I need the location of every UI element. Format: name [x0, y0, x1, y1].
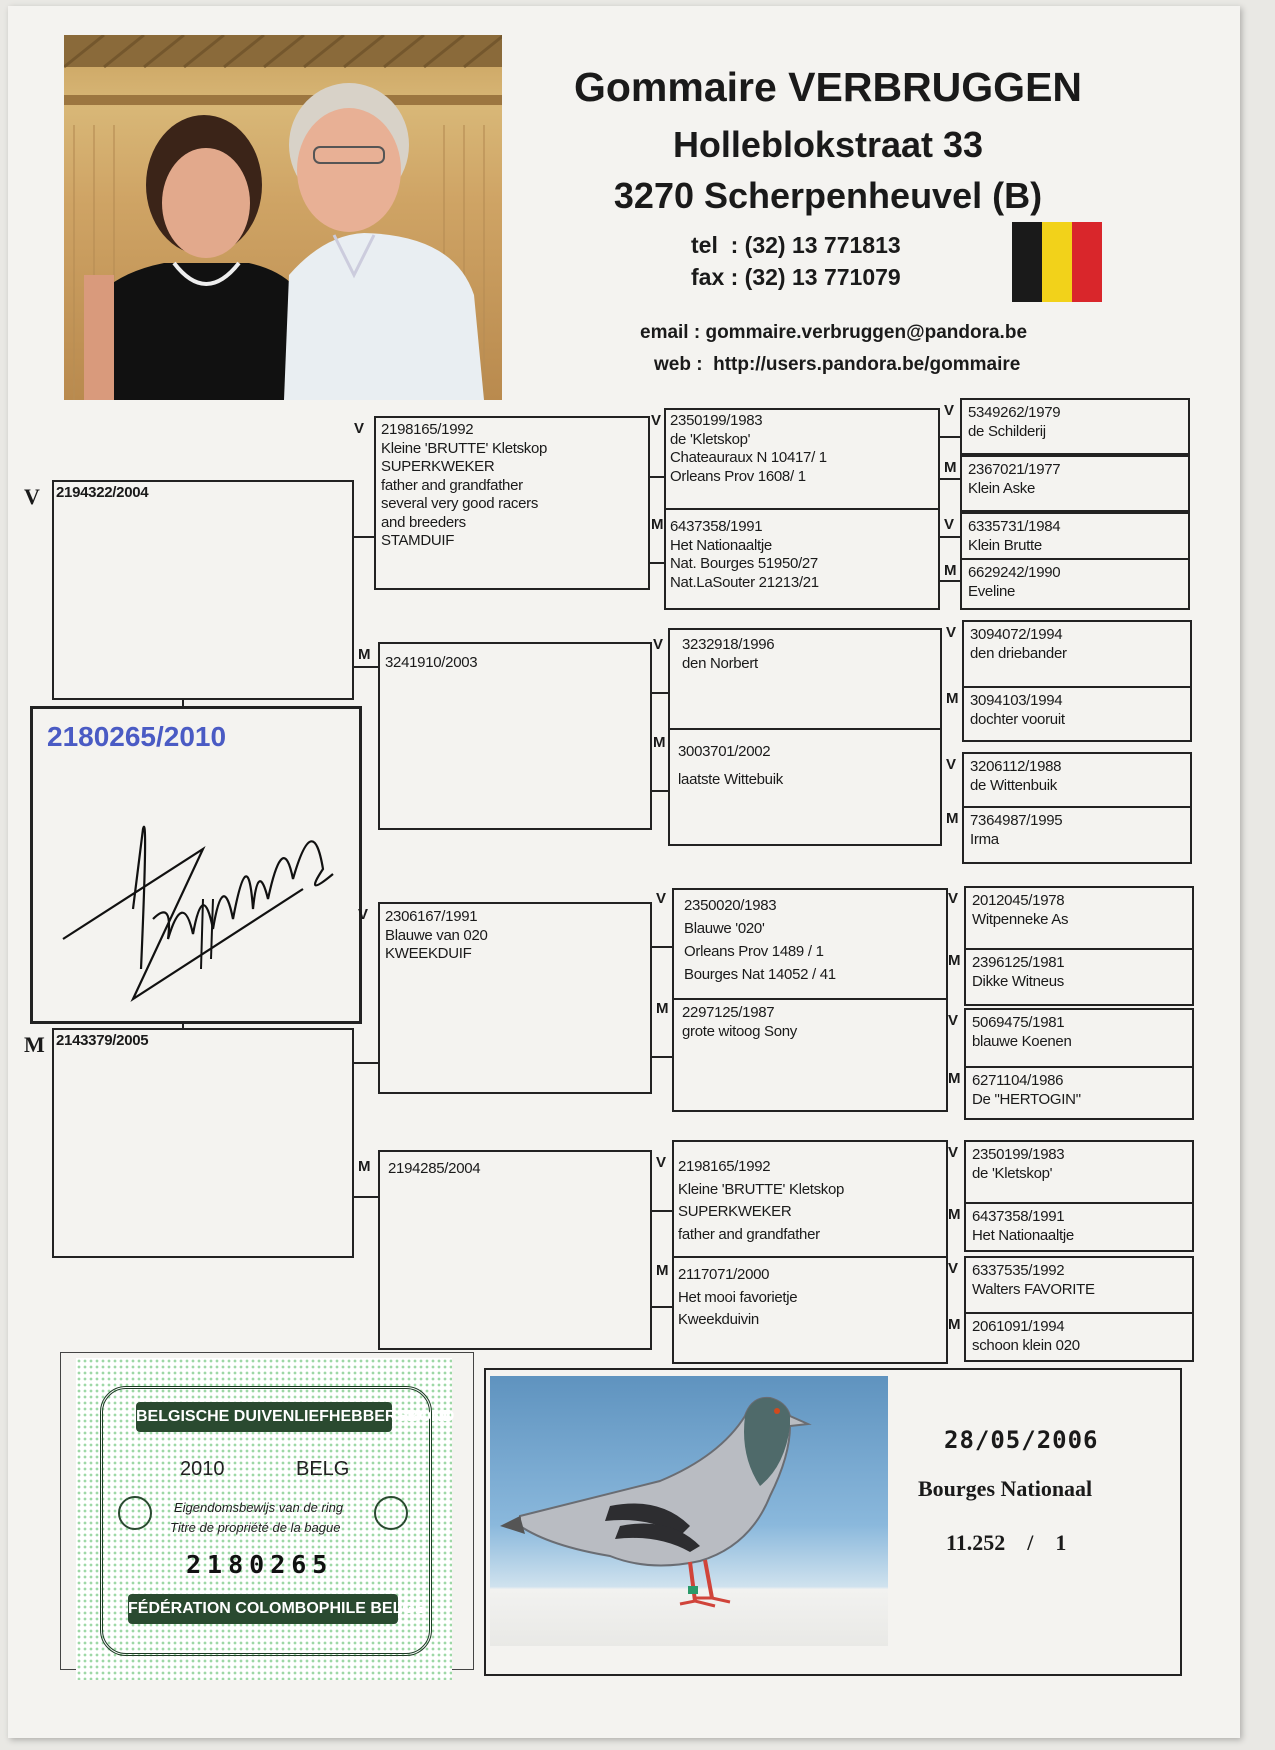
connector — [354, 1062, 378, 1064]
gen2-label: M — [358, 1158, 371, 1175]
gen4-label: V — [948, 1260, 959, 1277]
gen4-line: Eveline — [968, 582, 1016, 600]
connector — [354, 1196, 378, 1198]
gen3-line: Kweekduivin — [678, 1311, 759, 1328]
gen4-text — [968, 518, 1060, 555]
gen4-label: M — [944, 459, 957, 476]
pedigree-card — [8, 6, 1240, 1738]
gen4-label: V — [944, 516, 955, 533]
gen4-line: de 'Kletskop' — [972, 1164, 1053, 1182]
sire-box — [52, 480, 354, 700]
gen3-line: Orleans Prov 1489 / 1 — [684, 943, 824, 960]
certificate-seal-icon — [118, 1496, 152, 1530]
gen2-line: 3241910/2003 — [385, 654, 478, 671]
gen4-line: De "HERTOGIN" — [972, 1090, 1081, 1108]
gen2-line: Blauwe van 020 — [385, 926, 488, 944]
gen4-box-11 — [964, 1008, 1194, 1068]
gen3-text-3 — [682, 636, 774, 673]
gen4-label: M — [948, 1070, 961, 1087]
owner-web: web : http://users.pandora.be/gommaire — [654, 354, 1021, 375]
gen4-line: 3094072/1994 — [970, 626, 1063, 643]
gen2-line: and breeders — [381, 513, 466, 531]
gen3-line: de 'Kletskop' — [670, 430, 751, 448]
gen4-label: V — [946, 624, 957, 641]
gen2-text-2 — [385, 654, 477, 673]
gen4-line: Dikke Witneus — [972, 972, 1064, 990]
gen2-box-1 — [374, 416, 650, 590]
gen3-text-5 — [684, 894, 836, 986]
gen4-text — [972, 954, 1064, 991]
pigeon-photo — [490, 1376, 888, 1646]
gen4-box-5 — [962, 620, 1192, 688]
gen2-line: STAMDUIF — [381, 532, 455, 549]
gen4-line: den driebander — [970, 644, 1067, 662]
crown-icon — [374, 1496, 408, 1530]
certificate-year: 2010 — [180, 1458, 225, 1480]
gen3-line: Nat.LaSouter 21213/21 — [670, 573, 819, 591]
connector — [652, 1210, 672, 1212]
gen4-text — [972, 1146, 1064, 1183]
gen2-line: father and grandfather — [381, 476, 523, 494]
gen3-line: 2198165/1992 — [678, 1158, 771, 1175]
gen2-text-1 — [381, 421, 547, 551]
connector — [652, 1056, 672, 1058]
gen4-line: Witpenneke As — [972, 910, 1069, 928]
gen4-line: 7364987/1995 — [970, 812, 1063, 829]
gen4-text — [968, 564, 1060, 601]
connector — [650, 476, 664, 478]
certificate-line1: Eigendomsbewijs van de ring — [174, 1500, 344, 1515]
gen2-box-3 — [378, 902, 652, 1094]
connector — [652, 1306, 672, 1308]
dam-label: M — [24, 1032, 45, 1057]
gen3-line: 6437358/1991 — [670, 518, 763, 535]
gen4-box-4 — [960, 558, 1190, 610]
gen4-box-12 — [964, 1066, 1194, 1120]
owner-tel: tel : (32) 13 771813 — [691, 232, 901, 258]
owners-photo — [64, 35, 502, 400]
gen4-box-7 — [962, 752, 1192, 808]
gen4-line: 6335731/1984 — [968, 518, 1061, 535]
gen4-text — [972, 1318, 1080, 1355]
gen4-line: dochter vooruit — [970, 710, 1065, 728]
gen3-label: V — [656, 1154, 667, 1171]
gen3-line: Blauwe '020' — [684, 920, 765, 937]
gen2-line: 2306167/1991 — [385, 908, 478, 925]
gen3-label: M — [656, 1262, 669, 1279]
gen3-line: 2350199/1983 — [670, 412, 763, 429]
connector — [182, 1022, 184, 1030]
gen4-line: 2012045/1978 — [972, 892, 1065, 909]
result-score: 11.252 / 1 — [946, 1530, 1067, 1555]
gen4-label: V — [944, 402, 955, 419]
gen3-line: father and grandfather — [678, 1225, 820, 1243]
gen3-line: laatste Wittebuik — [678, 771, 783, 788]
gen4-text — [968, 404, 1060, 441]
gen3-line: Orleans Prov 1608/ 1 — [670, 467, 806, 485]
connector — [940, 478, 960, 480]
flag-yellow-band — [1042, 222, 1072, 302]
gen4-line: 3206112/1988 — [970, 758, 1062, 775]
gen4-line: 6271104/1986 — [972, 1072, 1064, 1089]
result-race: Bourges Nationaal — [918, 1476, 1093, 1501]
gen2-box-4 — [378, 1150, 652, 1350]
ring-certificate — [76, 1358, 455, 1680]
owner-fax: fax : (32) 13 771079 — [691, 264, 901, 290]
gen4-label: M — [948, 1206, 961, 1223]
gen2-text-4 — [388, 1160, 480, 1179]
result-date: 28/05/2006 — [944, 1426, 1099, 1454]
signature-image — [53, 769, 353, 1019]
certificate-line2: Titre de propriété de la bague — [170, 1520, 341, 1535]
gen4-line: 6337535/1992 — [972, 1262, 1065, 1279]
gen4-box-15 — [964, 1256, 1194, 1314]
gen2-box-2 — [378, 642, 652, 830]
gen2-line: SUPERKWEKER — [381, 458, 495, 475]
gen4-box-16 — [964, 1312, 1194, 1362]
gen3-label: V — [656, 890, 667, 907]
gen3-line: SUPERKWEKER — [678, 1203, 792, 1220]
gen3-label: M — [651, 516, 664, 533]
gen4-label: M — [944, 562, 957, 579]
gen3-text-7 — [678, 1156, 844, 1246]
dam-ring: 2143379/2005 — [56, 1032, 149, 1049]
gen3-text-1 — [670, 412, 827, 486]
gen2-label: V — [358, 906, 369, 923]
owner-email: email : gommaire.verbruggen@pandora.be — [640, 322, 1028, 343]
sire-ring: 2194322/2004 — [56, 484, 149, 501]
gen3-text-8 — [678, 1264, 797, 1332]
gen2-label: M — [358, 646, 371, 663]
gen4-label: M — [946, 690, 959, 707]
gen2-label: V — [354, 420, 365, 437]
gen4-box-3 — [960, 512, 1190, 564]
gen3-line: Chateauraux N 10417/ 1 — [670, 449, 827, 466]
gen4-box-1 — [960, 398, 1190, 455]
gen3-line: Kleine 'BRUTTE' Kletskop — [678, 1180, 845, 1198]
connector — [652, 790, 668, 792]
gen4-line: Walters FAVORITE — [972, 1280, 1095, 1298]
gen4-line: schoon klein 020 — [972, 1336, 1080, 1354]
connector — [940, 580, 960, 582]
gen4-text — [970, 812, 1062, 849]
gen3-box-4 — [668, 728, 942, 846]
flag-black-band — [1012, 222, 1042, 302]
gen3-label: V — [653, 636, 664, 653]
gen4-label: V — [948, 890, 959, 907]
sire-label: V — [24, 484, 40, 509]
gen3-box-6 — [672, 998, 948, 1112]
gen4-line: 2396125/1981 — [972, 954, 1065, 971]
gen4-text — [970, 692, 1065, 729]
gen4-line: 3094103/1994 — [970, 692, 1063, 709]
gen4-line: 6437358/1991 — [972, 1208, 1065, 1225]
gen3-line: grote witoog Sony — [682, 1022, 797, 1040]
certificate-bottom-banner: FÉDÉRATION COLOMBOPHILE BELGE — [128, 1594, 398, 1624]
gen3-box-1 — [664, 408, 940, 510]
gen4-line: 5069475/1981 — [972, 1014, 1065, 1031]
gen3-label: V — [651, 412, 662, 429]
gen4-label: V — [948, 1144, 959, 1161]
gen3-label: M — [653, 734, 666, 751]
gen3-box-8 — [672, 1256, 948, 1364]
gen4-text — [972, 892, 1068, 929]
gen4-label: M — [948, 952, 961, 969]
gen4-label: M — [946, 810, 959, 827]
gen4-box-2 — [960, 455, 1190, 512]
connector — [652, 946, 672, 948]
connector — [940, 436, 960, 438]
dam-box — [52, 1028, 354, 1258]
pigeon-illustration — [490, 1376, 888, 1646]
gen3-label: M — [656, 1000, 669, 1017]
gen4-line: 6629242/1990 — [968, 564, 1061, 581]
connector — [652, 692, 668, 694]
gen4-line: 2061091/1994 — [972, 1318, 1065, 1335]
owner-street: Holleblokstraat 33 — [672, 124, 984, 165]
gen4-text — [972, 1014, 1072, 1051]
gen4-text — [972, 1262, 1095, 1299]
gen4-text — [970, 626, 1067, 663]
gen4-line: Klein Aske — [968, 479, 1036, 497]
gen4-label: M — [948, 1316, 961, 1333]
gen2-text-3 — [385, 908, 488, 964]
gen2-line: KWEEKDUIF — [385, 945, 472, 962]
connector — [354, 536, 374, 538]
gen4-line: Klein Brutte — [968, 536, 1042, 554]
gen3-line: Bourges Nat 14052 / 41 — [684, 966, 836, 983]
gen3-box-3 — [668, 628, 942, 730]
flag-red-band — [1072, 222, 1102, 302]
result-box — [484, 1368, 1182, 1676]
gen3-line: 3232918/1996 — [682, 636, 775, 653]
gen4-text — [970, 758, 1061, 795]
gen3-line: Het Nationaaltje — [670, 536, 772, 554]
owner-city: 3270 Scherpenheuvel (B) — [613, 175, 1043, 216]
connector — [354, 666, 378, 668]
certificate-top-banner: BELGISCHE DUIVENLIEFHEBBERSBOND — [136, 1402, 392, 1432]
gen4-line: de Schilderij — [968, 422, 1046, 440]
owners-photo-illustration — [64, 35, 502, 400]
gen2-line: several very good racers — [381, 495, 539, 512]
gen3-line: 2117071/2000 — [678, 1266, 770, 1283]
gen4-box-6 — [962, 686, 1192, 742]
gen4-line: Het Nationaaltje — [972, 1226, 1074, 1244]
gen3-text-4 — [678, 738, 783, 794]
gen4-text — [972, 1072, 1081, 1109]
gen2-line: Kleine 'BRUTTE' Kletskop — [381, 439, 548, 457]
gen4-line: blauwe Koenen — [972, 1032, 1072, 1050]
owner-name: Gommaire VERBRUGGEN — [573, 64, 1083, 110]
gen3-line: 3003701/2002 — [678, 743, 771, 760]
gen2-line: 2198165/1992 — [381, 421, 474, 438]
gen4-line: 5349262/1979 — [968, 404, 1061, 421]
gen4-line: 2350199/1983 — [972, 1146, 1065, 1163]
connector — [940, 536, 960, 538]
gen4-box-8 — [962, 806, 1192, 864]
gen3-line: Het mooi favorietje — [678, 1288, 798, 1306]
gen3-text-6 — [682, 1004, 797, 1041]
gen4-box-13 — [964, 1140, 1194, 1204]
gen3-box-7 — [672, 1140, 948, 1258]
gen4-text — [972, 1208, 1074, 1245]
certificate-country: BELG — [296, 1458, 350, 1480]
certificate-number: 2180265 — [186, 1550, 334, 1579]
gen4-box-10 — [964, 948, 1194, 1006]
gen4-text — [968, 461, 1060, 498]
gen3-line: den Norbert — [682, 654, 758, 672]
gen3-line: 2350020/1983 — [684, 897, 777, 914]
gen3-text-2 — [670, 518, 819, 592]
gen3-line: 2297125/1987 — [682, 1004, 775, 1021]
belgian-flag-icon — [1012, 222, 1102, 302]
gen4-label: V — [948, 1012, 959, 1029]
gen3-box-5 — [672, 888, 948, 1000]
connector — [182, 700, 184, 708]
gen3-box-2 — [664, 508, 940, 610]
gen4-line: 2367021/1977 — [968, 461, 1061, 478]
gen4-label: V — [946, 756, 957, 773]
subject-ring: 2180265/2010 — [47, 721, 227, 752]
subject-box — [30, 706, 362, 1024]
gen2-line: 2194285/2004 — [388, 1160, 481, 1177]
connector — [650, 562, 664, 564]
gen4-box-9 — [964, 886, 1194, 950]
gen4-line: Irma — [970, 830, 999, 848]
gen3-line: Nat. Bourges 51950/27 — [670, 555, 818, 572]
gen4-line: de Wittenbuik — [970, 776, 1057, 794]
gen4-box-14 — [964, 1202, 1194, 1252]
